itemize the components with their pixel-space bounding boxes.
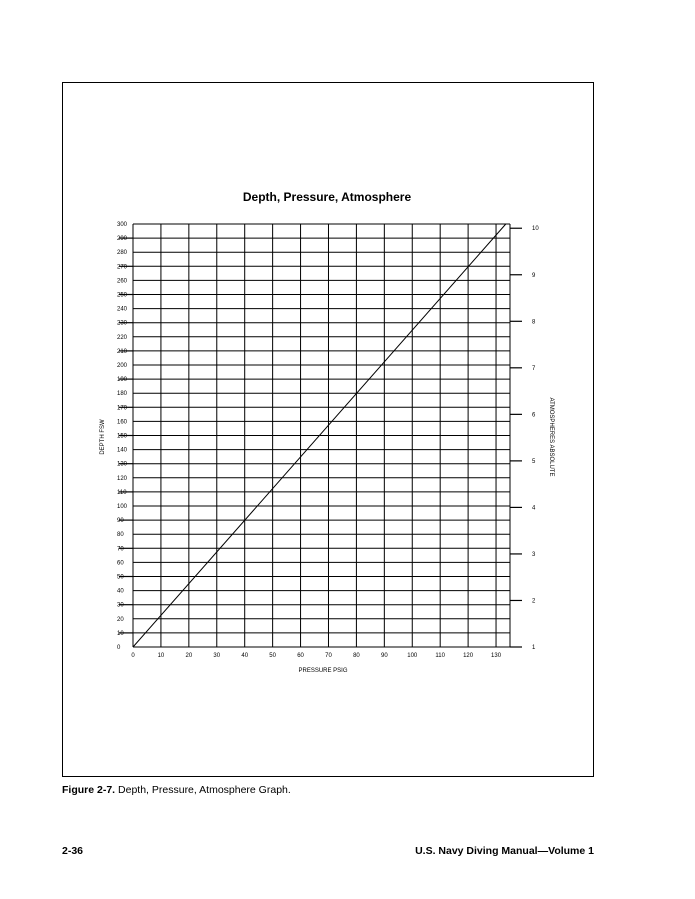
left-tick-label: 90 xyxy=(117,518,124,525)
x-tick-label: 50 xyxy=(269,653,276,659)
left-tick-label: 130 xyxy=(117,461,128,468)
right-tick-label: 4 xyxy=(532,505,536,512)
left-tick-label: 10 xyxy=(117,630,124,637)
right-tick-label: 10 xyxy=(532,226,539,233)
manual-title: U.S. Navy Diving Manual—Volume 1 xyxy=(415,845,594,857)
x-axis xyxy=(131,653,501,659)
right-tick-label: 8 xyxy=(532,319,536,326)
right-axis xyxy=(510,226,539,651)
left-tick-label: 200 xyxy=(117,363,128,369)
left-tick-label: 100 xyxy=(117,504,128,510)
x-axis-label: PRESSURE PSIG xyxy=(298,668,348,674)
left-tick-label: 270 xyxy=(117,264,128,271)
x-tick-label: 70 xyxy=(325,653,332,659)
left-tick-label: 190 xyxy=(117,377,128,384)
right-tick-label: 9 xyxy=(532,272,536,279)
left-tick-label: 300 xyxy=(117,222,128,228)
left-tick-label: 240 xyxy=(117,306,128,313)
left-tick-label: 210 xyxy=(117,348,128,355)
left-tick-label: 60 xyxy=(117,560,124,567)
x-tick-label: 130 xyxy=(491,653,502,659)
x-tick-label: 90 xyxy=(380,653,388,659)
right-tick-label: 3 xyxy=(532,551,536,558)
x-tick-label: 100 xyxy=(407,653,418,659)
right-axis-label: ATMOSPHERES ABSOLUTE xyxy=(548,397,554,477)
left-tick-label: 80 xyxy=(117,532,124,539)
left-tick-label: 50 xyxy=(117,574,124,581)
x-tick-label: 60 xyxy=(297,653,304,659)
right-tick-label: 1 xyxy=(532,645,536,651)
left-tick-label: 160 xyxy=(117,419,128,426)
left-tick-label: 230 xyxy=(117,320,128,327)
right-tick-label: 5 xyxy=(532,458,536,465)
left-tick-label: 70 xyxy=(117,546,124,553)
right-tick-label: 2 xyxy=(532,598,536,605)
x-tick-label: 40 xyxy=(241,653,249,659)
chart-title: Depth, Pressure, Atmosphere xyxy=(242,190,412,204)
x-tick-label: 20 xyxy=(185,653,193,659)
left-axis xyxy=(117,222,133,651)
caption-text: Depth, Pressure, Atmosphere Graph. xyxy=(118,784,291,796)
page-number: 2-36 xyxy=(62,845,84,857)
left-tick-label: 0 xyxy=(117,645,121,651)
left-tick-label: 140 xyxy=(117,447,128,454)
right-tick-label: 7 xyxy=(532,365,536,372)
x-tick-label: 110 xyxy=(435,653,445,659)
left-tick-label: 180 xyxy=(117,391,128,398)
x-tick-label: 0 xyxy=(131,653,135,659)
left-tick-label: 30 xyxy=(117,602,124,609)
x-tick-label: 10 xyxy=(157,653,165,659)
left-tick-label: 290 xyxy=(117,236,128,243)
x-tick-label: 30 xyxy=(213,653,221,659)
left-tick-label: 120 xyxy=(117,475,128,482)
left-tick-label: 260 xyxy=(117,278,128,285)
left-tick-label: 250 xyxy=(117,292,128,299)
x-tick-label: 120 xyxy=(463,653,474,659)
left-tick-label: 40 xyxy=(117,588,124,595)
left-tick-label: 220 xyxy=(117,334,128,341)
left-tick-label: 280 xyxy=(117,250,128,257)
right-tick-label: 6 xyxy=(532,412,536,419)
left-axis-label: DEPTH FSW xyxy=(100,419,106,455)
left-tick-label: 150 xyxy=(117,433,128,440)
left-tick-label: 20 xyxy=(117,616,124,623)
x-tick-label: 80 xyxy=(353,653,360,659)
left-tick-label: 110 xyxy=(117,489,127,496)
caption-label: Figure 2-7. xyxy=(62,784,116,796)
figure-caption xyxy=(62,784,291,796)
left-tick-label: 170 xyxy=(117,405,128,412)
